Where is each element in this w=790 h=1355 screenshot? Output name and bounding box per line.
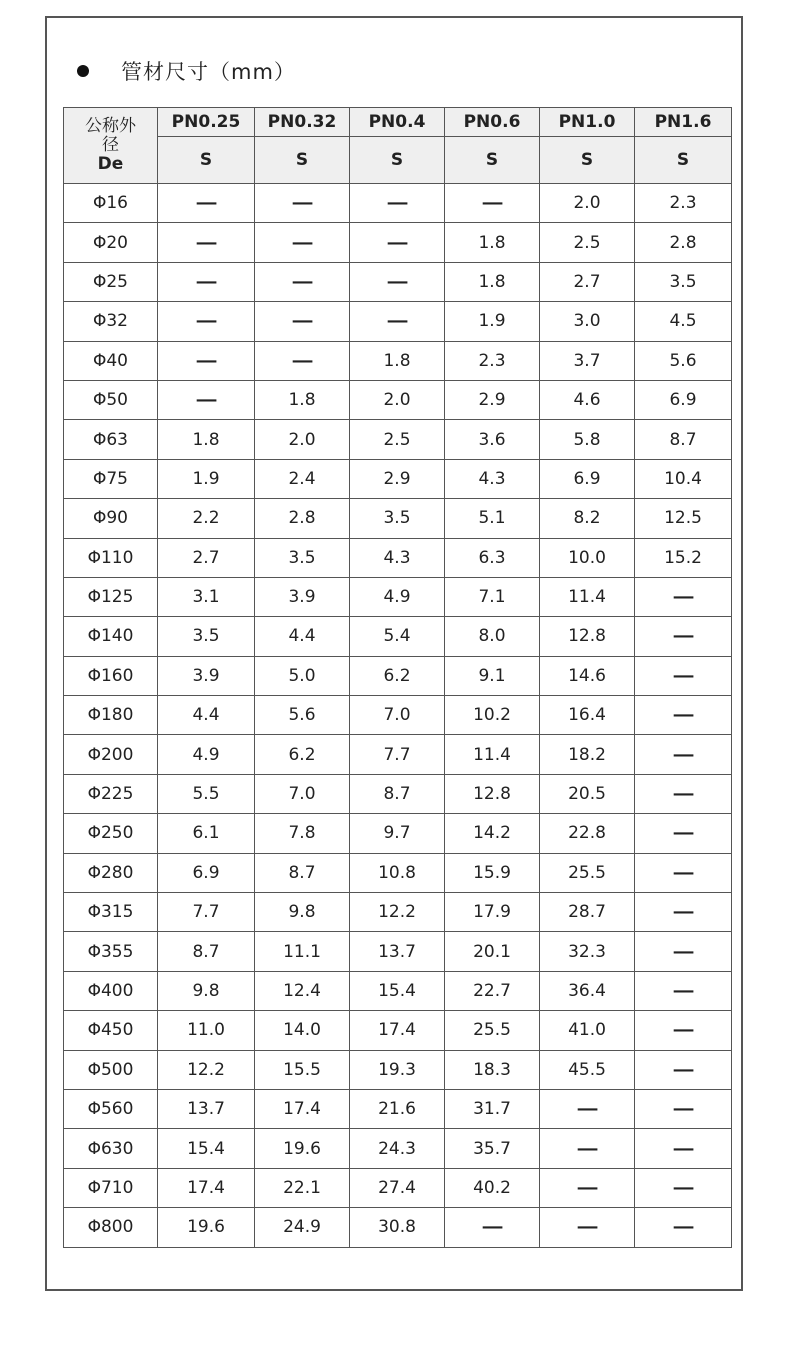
wall-thickness-cell: 2.7 bbox=[158, 538, 255, 577]
wall-thickness-cell: 30.8 bbox=[350, 1208, 445, 1247]
wall-thickness-cell: 2.5 bbox=[350, 420, 445, 459]
wall-thickness-cell: 7.8 bbox=[255, 814, 350, 853]
wall-thickness-cell: — bbox=[240, 341, 364, 380]
wall-thickness-cell: 10.0 bbox=[540, 538, 635, 577]
wall-thickness-cell: 11.1 bbox=[255, 932, 350, 971]
wall-thickness-cell: 5.6 bbox=[255, 696, 350, 735]
wall-thickness-cell: 27.4 bbox=[350, 1168, 445, 1207]
wall-thickness-cell: 18.2 bbox=[540, 735, 635, 774]
wall-thickness-cell: 1.8 bbox=[445, 223, 540, 262]
s-sub-header: S bbox=[540, 137, 635, 184]
de-cell: Φ225 bbox=[64, 774, 158, 813]
wall-thickness-cell: — bbox=[620, 774, 746, 813]
wall-thickness-cell: 7.0 bbox=[350, 696, 445, 735]
de-cell: Φ125 bbox=[64, 577, 158, 616]
table-body bbox=[64, 184, 732, 1248]
wall-thickness-cell: 24.9 bbox=[255, 1208, 350, 1247]
wall-thickness-cell: 9.7 bbox=[350, 814, 445, 853]
table-row bbox=[64, 774, 732, 813]
wall-thickness-cell: 41.0 bbox=[540, 1011, 635, 1050]
wall-thickness-cell: — bbox=[620, 1089, 746, 1128]
pressure-class-header: PN0.6 bbox=[445, 108, 540, 137]
wall-thickness-cell: — bbox=[525, 1208, 649, 1247]
wall-thickness-cell: — bbox=[620, 893, 746, 932]
wall-thickness-cell: 19.6 bbox=[158, 1208, 255, 1247]
pipe-size-table bbox=[63, 107, 732, 1248]
wall-thickness-cell: 1.9 bbox=[445, 302, 540, 341]
wall-thickness-cell: — bbox=[620, 1129, 746, 1168]
wall-thickness-cell: 32.3 bbox=[540, 932, 635, 971]
de-cell: Φ90 bbox=[64, 499, 158, 538]
table-row bbox=[64, 814, 732, 853]
wall-thickness-cell: 19.3 bbox=[350, 1050, 445, 1089]
de-header-line3: De bbox=[97, 154, 124, 174]
wall-thickness-cell: 14.0 bbox=[255, 1011, 350, 1050]
wall-thickness-cell: 6.2 bbox=[255, 735, 350, 774]
wall-thickness-cell: 28.7 bbox=[540, 893, 635, 932]
de-cell: Φ800 bbox=[64, 1208, 158, 1247]
wall-thickness-cell: 3.0 bbox=[540, 302, 635, 341]
wall-thickness-cell: — bbox=[620, 577, 746, 616]
wall-thickness-cell: — bbox=[143, 380, 269, 419]
wall-thickness-cell: 7.7 bbox=[158, 893, 255, 932]
section-heading bbox=[77, 56, 296, 86]
wall-thickness-cell: 8.0 bbox=[445, 617, 540, 656]
de-cell: Φ63 bbox=[64, 420, 158, 459]
wall-thickness-cell: 45.5 bbox=[540, 1050, 635, 1089]
wall-thickness-cell: — bbox=[620, 814, 746, 853]
wall-thickness-cell: — bbox=[620, 1050, 746, 1089]
table-row bbox=[64, 971, 732, 1010]
wall-thickness-cell: — bbox=[143, 341, 269, 380]
wall-thickness-cell: 4.5 bbox=[635, 302, 732, 341]
wall-thickness-cell: 3.5 bbox=[255, 538, 350, 577]
pressure-class-header: PN1.6 bbox=[635, 108, 732, 137]
table-row bbox=[64, 893, 732, 932]
wall-thickness-cell: 12.8 bbox=[445, 774, 540, 813]
wall-thickness-cell: 1.8 bbox=[445, 262, 540, 301]
pressure-class-header: PN0.25 bbox=[158, 108, 255, 137]
wall-thickness-cell: — bbox=[620, 696, 746, 735]
wall-thickness-cell: 2.3 bbox=[445, 341, 540, 380]
wall-thickness-cell: 5.6 bbox=[635, 341, 732, 380]
wall-thickness-cell: 25.5 bbox=[540, 853, 635, 892]
wall-thickness-cell: 35.7 bbox=[445, 1129, 540, 1168]
s-sub-header: S bbox=[158, 137, 255, 184]
wall-thickness-cell: 3.1 bbox=[158, 577, 255, 616]
de-cell: Φ40 bbox=[64, 341, 158, 380]
wall-thickness-cell: — bbox=[143, 184, 269, 223]
de-header-line2: 径 bbox=[102, 135, 119, 155]
wall-thickness-cell: 15.2 bbox=[635, 538, 732, 577]
wall-thickness-cell: — bbox=[620, 853, 746, 892]
wall-thickness-cell: 15.4 bbox=[158, 1129, 255, 1168]
table-row bbox=[64, 932, 732, 971]
wall-thickness-cell: 2.9 bbox=[445, 380, 540, 419]
wall-thickness-cell: 10.2 bbox=[445, 696, 540, 735]
wall-thickness-cell: 8.7 bbox=[350, 774, 445, 813]
wall-thickness-cell: 8.2 bbox=[540, 499, 635, 538]
wall-thickness-cell: 7.0 bbox=[255, 774, 350, 813]
wall-thickness-cell: 31.7 bbox=[445, 1089, 540, 1128]
wall-thickness-cell: 4.4 bbox=[158, 696, 255, 735]
wall-thickness-cell: 8.7 bbox=[255, 853, 350, 892]
table-row bbox=[64, 341, 732, 380]
wall-thickness-cell: 17.9 bbox=[445, 893, 540, 932]
wall-thickness-cell: 24.3 bbox=[350, 1129, 445, 1168]
s-sub-header: S bbox=[255, 137, 350, 184]
wall-thickness-cell: 21.6 bbox=[350, 1089, 445, 1128]
wall-thickness-cell: 10.4 bbox=[635, 459, 732, 498]
de-cell: Φ160 bbox=[64, 656, 158, 695]
wall-thickness-cell: 19.6 bbox=[255, 1129, 350, 1168]
de-cell: Φ355 bbox=[64, 932, 158, 971]
table-row bbox=[64, 184, 732, 223]
wall-thickness-cell: — bbox=[335, 262, 459, 301]
wall-thickness-cell: 6.9 bbox=[635, 380, 732, 419]
wall-thickness-cell: 2.8 bbox=[255, 499, 350, 538]
wall-thickness-cell: 9.1 bbox=[445, 656, 540, 695]
wall-thickness-cell: 25.5 bbox=[445, 1011, 540, 1050]
wall-thickness-cell: 2.9 bbox=[350, 459, 445, 498]
table-row bbox=[64, 1011, 732, 1050]
table-row bbox=[64, 1050, 732, 1089]
de-cell: Φ315 bbox=[64, 893, 158, 932]
wall-thickness-cell: 3.9 bbox=[255, 577, 350, 616]
wall-thickness-cell: 13.7 bbox=[158, 1089, 255, 1128]
wall-thickness-cell: 3.7 bbox=[540, 341, 635, 380]
wall-thickness-cell: 17.4 bbox=[255, 1089, 350, 1128]
wall-thickness-cell: — bbox=[620, 1168, 746, 1207]
heading-text: 管材尺寸（mm） bbox=[121, 60, 296, 84]
wall-thickness-cell: 3.5 bbox=[350, 499, 445, 538]
wall-thickness-cell: 1.9 bbox=[158, 459, 255, 498]
wall-thickness-cell: 12.2 bbox=[350, 893, 445, 932]
wall-thickness-cell: — bbox=[240, 262, 364, 301]
de-cell: Φ560 bbox=[64, 1089, 158, 1128]
de-cell: Φ280 bbox=[64, 853, 158, 892]
wall-thickness-cell: 22.7 bbox=[445, 971, 540, 1010]
wall-thickness-cell: 8.7 bbox=[635, 420, 732, 459]
de-cell: Φ50 bbox=[64, 380, 158, 419]
wall-thickness-cell: — bbox=[620, 656, 746, 695]
wall-thickness-cell: 4.6 bbox=[540, 380, 635, 419]
wall-thickness-cell: 3.6 bbox=[445, 420, 540, 459]
table-row bbox=[64, 459, 732, 498]
wall-thickness-cell: 3.5 bbox=[158, 617, 255, 656]
wall-thickness-cell: 5.0 bbox=[255, 656, 350, 695]
wall-thickness-cell: 22.8 bbox=[540, 814, 635, 853]
wall-thickness-cell: 1.8 bbox=[255, 380, 350, 419]
de-column-header bbox=[64, 108, 158, 184]
s-sub-header: S bbox=[445, 137, 540, 184]
wall-thickness-cell: 5.4 bbox=[350, 617, 445, 656]
wall-thickness-cell: 11.4 bbox=[540, 577, 635, 616]
de-cell: Φ75 bbox=[64, 459, 158, 498]
wall-thickness-cell: 2.7 bbox=[540, 262, 635, 301]
wall-thickness-cell: 2.0 bbox=[540, 184, 635, 223]
de-cell: Φ110 bbox=[64, 538, 158, 577]
wall-thickness-cell: 36.4 bbox=[540, 971, 635, 1010]
wall-thickness-cell: 2.4 bbox=[255, 459, 350, 498]
wall-thickness-cell: — bbox=[335, 184, 459, 223]
de-cell: Φ250 bbox=[64, 814, 158, 853]
wall-thickness-cell: 6.9 bbox=[540, 459, 635, 498]
table-row bbox=[64, 302, 732, 341]
wall-thickness-cell: — bbox=[525, 1168, 649, 1207]
table-row bbox=[64, 656, 732, 695]
wall-thickness-cell: — bbox=[335, 302, 459, 341]
table-row bbox=[64, 617, 732, 656]
de-cell: Φ630 bbox=[64, 1129, 158, 1168]
de-cell: Φ710 bbox=[64, 1168, 158, 1207]
wall-thickness-cell: 2.0 bbox=[255, 420, 350, 459]
de-cell: Φ25 bbox=[64, 262, 158, 301]
s-sub-header: S bbox=[350, 137, 445, 184]
wall-thickness-cell: — bbox=[240, 302, 364, 341]
header-row-pressure bbox=[64, 108, 732, 137]
wall-thickness-cell: — bbox=[143, 223, 269, 262]
table-header bbox=[64, 108, 732, 184]
de-cell: Φ500 bbox=[64, 1050, 158, 1089]
wall-thickness-cell: 6.2 bbox=[350, 656, 445, 695]
wall-thickness-cell: 12.8 bbox=[540, 617, 635, 656]
pressure-class-header: PN1.0 bbox=[540, 108, 635, 137]
wall-thickness-cell: 2.2 bbox=[158, 499, 255, 538]
wall-thickness-cell: — bbox=[335, 223, 459, 262]
wall-thickness-cell: 4.9 bbox=[158, 735, 255, 774]
de-cell: Φ32 bbox=[64, 302, 158, 341]
wall-thickness-cell: 15.5 bbox=[255, 1050, 350, 1089]
wall-thickness-cell: 12.2 bbox=[158, 1050, 255, 1089]
table-row bbox=[64, 223, 732, 262]
wall-thickness-cell: 4.3 bbox=[350, 538, 445, 577]
wall-thickness-cell: 9.8 bbox=[158, 971, 255, 1010]
wall-thickness-cell: 2.8 bbox=[635, 223, 732, 262]
wall-thickness-cell: — bbox=[430, 1208, 554, 1247]
de-cell: Φ16 bbox=[64, 184, 158, 223]
wall-thickness-cell: 12.4 bbox=[255, 971, 350, 1010]
wall-thickness-cell: — bbox=[525, 1129, 649, 1168]
table-row bbox=[64, 262, 732, 301]
spec-frame bbox=[45, 16, 743, 1291]
wall-thickness-cell: 20.1 bbox=[445, 932, 540, 971]
wall-thickness-cell: 5.1 bbox=[445, 499, 540, 538]
wall-thickness-cell: 6.3 bbox=[445, 538, 540, 577]
de-cell: Φ200 bbox=[64, 735, 158, 774]
wall-thickness-cell: — bbox=[430, 184, 554, 223]
wall-thickness-cell: — bbox=[240, 223, 364, 262]
wall-thickness-cell: 3.9 bbox=[158, 656, 255, 695]
wall-thickness-cell: — bbox=[620, 971, 746, 1010]
pressure-class-header: PN0.32 bbox=[255, 108, 350, 137]
wall-thickness-cell: 13.7 bbox=[350, 932, 445, 971]
table-row bbox=[64, 1089, 732, 1128]
wall-thickness-cell: 8.7 bbox=[158, 932, 255, 971]
de-cell: Φ140 bbox=[64, 617, 158, 656]
wall-thickness-cell: 2.3 bbox=[635, 184, 732, 223]
de-cell: Φ180 bbox=[64, 696, 158, 735]
wall-thickness-cell: — bbox=[620, 735, 746, 774]
wall-thickness-cell: 17.4 bbox=[350, 1011, 445, 1050]
wall-thickness-cell: 4.3 bbox=[445, 459, 540, 498]
wall-thickness-cell: — bbox=[240, 184, 364, 223]
wall-thickness-cell: 1.8 bbox=[158, 420, 255, 459]
wall-thickness-cell: 11.4 bbox=[445, 735, 540, 774]
de-cell: Φ450 bbox=[64, 1011, 158, 1050]
wall-thickness-cell: 16.4 bbox=[540, 696, 635, 735]
wall-thickness-cell: 14.6 bbox=[540, 656, 635, 695]
bullet-icon bbox=[77, 65, 89, 77]
wall-thickness-cell: — bbox=[143, 262, 269, 301]
table-row bbox=[64, 577, 732, 616]
table-row bbox=[64, 499, 732, 538]
wall-thickness-cell: 12.5 bbox=[635, 499, 732, 538]
table-row bbox=[64, 1208, 732, 1247]
wall-thickness-cell: 3.5 bbox=[635, 262, 732, 301]
s-sub-header: S bbox=[635, 137, 732, 184]
wall-thickness-cell: 6.9 bbox=[158, 853, 255, 892]
wall-thickness-cell: 22.1 bbox=[255, 1168, 350, 1207]
wall-thickness-cell: 15.4 bbox=[350, 971, 445, 1010]
wall-thickness-cell: — bbox=[525, 1089, 649, 1128]
wall-thickness-cell: 2.0 bbox=[350, 380, 445, 419]
wall-thickness-cell: — bbox=[620, 1208, 746, 1247]
de-cell: Φ400 bbox=[64, 971, 158, 1010]
table-row bbox=[64, 696, 732, 735]
wall-thickness-cell: 20.5 bbox=[540, 774, 635, 813]
de-cell: Φ20 bbox=[64, 223, 158, 262]
wall-thickness-cell: 40.2 bbox=[445, 1168, 540, 1207]
wall-thickness-cell: 18.3 bbox=[445, 1050, 540, 1089]
pressure-class-header: PN0.4 bbox=[350, 108, 445, 137]
table-row bbox=[64, 538, 732, 577]
wall-thickness-cell: 15.9 bbox=[445, 853, 540, 892]
wall-thickness-cell: 4.4 bbox=[255, 617, 350, 656]
wall-thickness-cell: 4.9 bbox=[350, 577, 445, 616]
wall-thickness-cell: — bbox=[620, 617, 746, 656]
wall-thickness-cell: 9.8 bbox=[255, 893, 350, 932]
de-header-line1: 公称外 bbox=[85, 116, 136, 136]
wall-thickness-cell: 5.8 bbox=[540, 420, 635, 459]
table-row bbox=[64, 380, 732, 419]
wall-thickness-cell: 7.1 bbox=[445, 577, 540, 616]
table-row bbox=[64, 420, 732, 459]
wall-thickness-cell: 11.0 bbox=[158, 1011, 255, 1050]
wall-thickness-cell: 1.8 bbox=[350, 341, 445, 380]
wall-thickness-cell: 10.8 bbox=[350, 853, 445, 892]
table-row bbox=[64, 1168, 732, 1207]
header-row-sub bbox=[64, 137, 732, 184]
table-row bbox=[64, 853, 732, 892]
wall-thickness-cell: 7.7 bbox=[350, 735, 445, 774]
wall-thickness-cell: 6.1 bbox=[158, 814, 255, 853]
wall-thickness-cell: 14.2 bbox=[445, 814, 540, 853]
wall-thickness-cell: — bbox=[143, 302, 269, 341]
wall-thickness-cell: — bbox=[620, 932, 746, 971]
wall-thickness-cell: 17.4 bbox=[158, 1168, 255, 1207]
wall-thickness-cell: — bbox=[620, 1011, 746, 1050]
wall-thickness-cell: 5.5 bbox=[158, 774, 255, 813]
table-row bbox=[64, 735, 732, 774]
wall-thickness-cell: 2.5 bbox=[540, 223, 635, 262]
table-row bbox=[64, 1129, 732, 1168]
